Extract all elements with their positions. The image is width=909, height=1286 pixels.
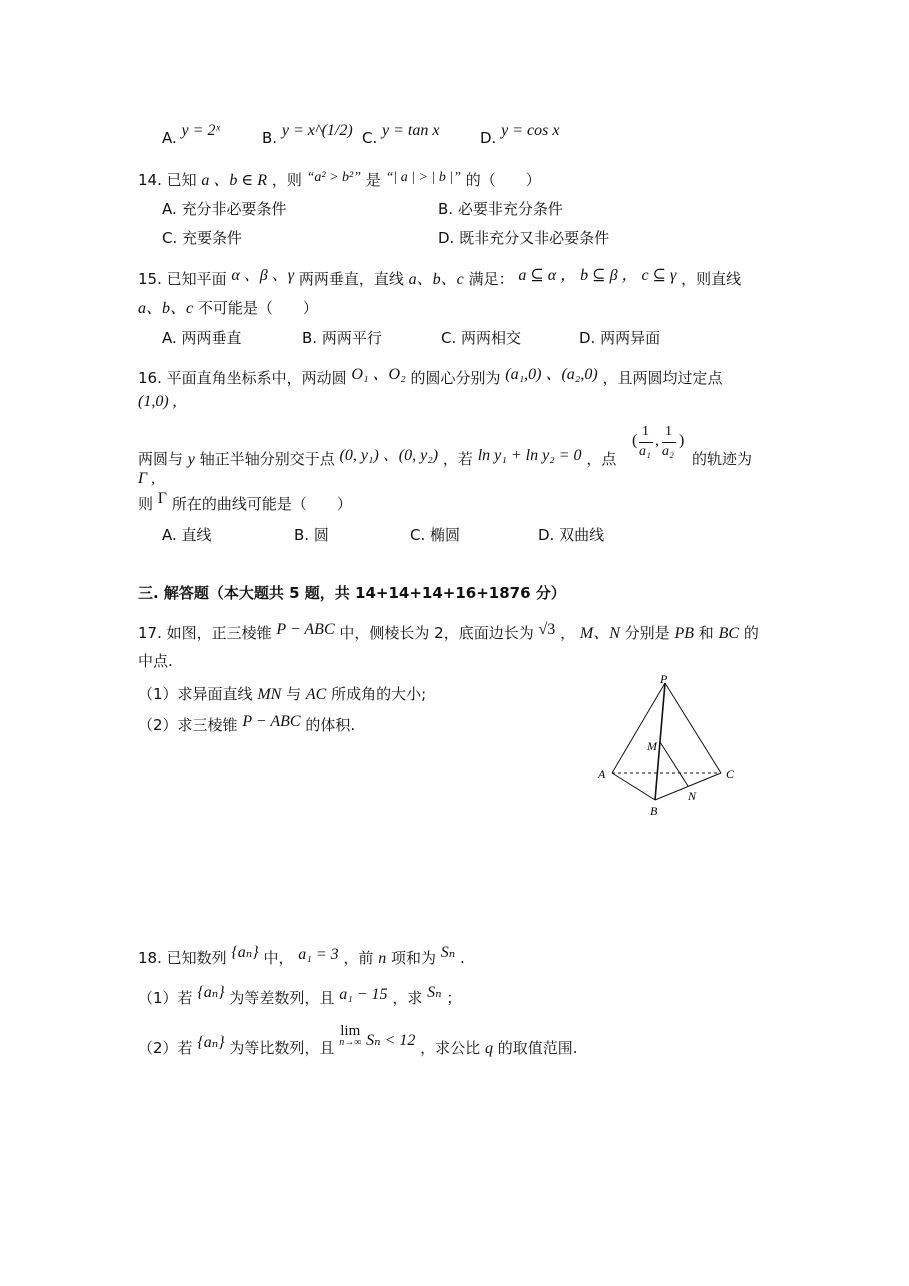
math: ln y₁ + ln y₂ = 0 <box>477 447 582 464</box>
q15-option-c: C. 两两相交 <box>441 329 522 347</box>
math: a、b、c <box>138 300 194 317</box>
math: a、b、c <box>408 271 464 288</box>
section-title: 三. 解答题（本大题共 5 题，共 14+14+14+16+1876 分） <box>138 584 566 602</box>
math: a 、b ∈ R <box>201 172 268 189</box>
math: AC <box>305 686 327 703</box>
label-m: M <box>647 739 657 753</box>
text: ，点 <box>586 450 617 468</box>
text: 所成角的大小; <box>331 685 427 703</box>
math: Γ <box>157 490 168 507</box>
text: 轴正半轴分别交于点 <box>199 450 335 468</box>
q16-stem-line1 <box>138 368 722 389</box>
q17-sub2 <box>138 715 355 736</box>
text: 14. 已知 <box>138 171 197 189</box>
edge-pc <box>665 683 721 773</box>
q16-option-c: C. 椭圆 <box>410 526 461 544</box>
text: 不可能是（ ） <box>197 299 318 317</box>
label-a: A <box>598 767 606 781</box>
text: 的（ ） <box>465 171 541 189</box>
text: 16. 平面直角坐标系中，两动圆 <box>138 369 347 387</box>
text: 为等差数列，且 <box>229 989 335 1007</box>
math: q <box>484 1040 493 1057</box>
math: {aₙ} <box>231 944 259 961</box>
math: BC <box>718 625 740 642</box>
fraction-bar <box>639 442 653 443</box>
math: √3 <box>538 621 556 638</box>
math: (0, y₁) 、(0, y₂) <box>339 447 439 464</box>
text: 的取值范围. <box>497 1039 578 1057</box>
math: P − ABC <box>276 621 335 638</box>
lim-subscript: n→∞ <box>339 1037 362 1048</box>
q13-option-label: C. <box>362 129 378 147</box>
text: 中，侧棱长为 2，底面边长为 <box>339 624 534 642</box>
math: n <box>378 950 387 967</box>
text: ，前 <box>343 949 374 967</box>
math: {aₙ} <box>197 984 225 1001</box>
q14-stem <box>138 170 541 192</box>
q13-option-label: B. <box>262 129 278 147</box>
text: 的 <box>743 624 759 642</box>
text: 中， <box>263 949 294 967</box>
math: P − ABC <box>242 713 301 730</box>
paren-left: ( <box>632 432 638 449</box>
label-n: N <box>688 789 697 803</box>
q16-stem-line2: (1,0) , <box>138 393 177 410</box>
text: 分别是 <box>624 624 670 642</box>
text: 与 <box>286 685 302 703</box>
q14-option-d: D. 既非充分又非必要条件 <box>438 229 610 247</box>
q16-option-b: B. 圆 <box>294 526 329 544</box>
text: ，若 <box>442 450 473 468</box>
label-b: B <box>650 804 658 818</box>
fraction-bar <box>662 442 676 443</box>
frac-numerator: 1 <box>665 424 672 439</box>
math: PB <box>674 625 695 642</box>
math: (a₁,0) 、(a₂,0) <box>505 366 598 383</box>
q16-option-a: A. 直线 <box>162 526 212 544</box>
q14-option-a: A. 充分非必要条件 <box>162 200 287 218</box>
text: 17. 如图，正三棱锥 <box>138 624 272 642</box>
text: 则 <box>138 495 154 513</box>
math: α 、β 、γ <box>231 267 295 284</box>
q16-option-d: D. 双曲线 <box>538 526 605 544</box>
math: M、N <box>579 625 620 642</box>
comma: , <box>655 432 659 449</box>
limit-expr <box>339 1025 361 1049</box>
q13-option-expr: y = x^(1/2) <box>281 122 353 139</box>
math: {aₙ} <box>197 1034 225 1051</box>
q13-option-expr: y = tan x <box>382 122 440 139</box>
text: 所在的曲线可能是（ ） <box>171 495 352 513</box>
frac-denominator: a₂ <box>662 444 674 459</box>
text: 18. 已知数列 <box>138 949 227 967</box>
label-c: C <box>726 767 735 781</box>
text: 两圆与 <box>138 450 184 468</box>
segment-mn <box>660 742 688 786</box>
text: （2）若 <box>138 1039 193 1057</box>
frac-numerator: 1 <box>642 424 649 439</box>
q13-option-label: A. <box>162 129 177 147</box>
q13-option-expr: y = 2ˣ <box>181 122 220 139</box>
q13-option-a <box>162 122 220 149</box>
q13-option-c <box>362 122 440 149</box>
q17-stem-line1 <box>138 623 759 644</box>
math: a₁ = 3 <box>298 946 339 963</box>
q13-option-d <box>480 122 560 149</box>
frac-denominator: a₁ <box>639 444 651 459</box>
edge-pa <box>612 683 665 773</box>
edge-ab <box>612 773 655 800</box>
q16-fraction-point <box>632 424 692 468</box>
text: 和 <box>698 624 714 642</box>
text: 满足： <box>468 270 514 288</box>
text: 是 <box>365 171 386 189</box>
q15-option-d: D. 两两异面 <box>579 329 661 347</box>
text: ，且两圆均过定点 <box>602 369 723 387</box>
text: ， <box>560 624 576 642</box>
text: 两两垂直，直线 <box>298 270 404 288</box>
paren-right: ) <box>679 432 685 449</box>
q14-option-c: C. 充要条件 <box>162 229 243 247</box>
q16-stem-line3-end: 的轨迹为 <box>692 450 753 468</box>
text: 15. 已知平面 <box>138 270 227 288</box>
lim: lim <box>340 1023 361 1039</box>
q15-option-a: A. 两两垂直 <box>162 329 242 347</box>
q17-stem-line2: 中点. <box>138 652 173 670</box>
q16-gamma: Γ , <box>138 470 156 487</box>
math: Sₙ <box>427 984 442 1001</box>
text: ，则 <box>271 171 307 189</box>
q18-sub2 <box>138 1023 578 1059</box>
text: 项和为 <box>390 949 436 967</box>
math: Sₙ <box>440 944 456 961</box>
q15-option-b: B. 两两平行 <box>302 329 382 347</box>
q13-option-label: D. <box>480 129 497 147</box>
text: . <box>460 949 465 967</box>
text: （1）求异面直线 <box>138 685 253 703</box>
math: “| a | > | b |” <box>385 170 461 185</box>
label-p: P <box>660 672 668 686</box>
math: a ⊆ α ， b ⊆ β ， c ⊆ γ <box>518 267 677 284</box>
text: ，求公比 <box>420 1039 481 1057</box>
pyramid-figure <box>590 670 750 820</box>
math: y <box>187 451 195 468</box>
q16-stem-line5 <box>138 490 352 515</box>
text: （2）求三棱锥 <box>138 716 238 734</box>
q14-option-b: B. 必要非充分条件 <box>438 200 563 218</box>
text: 的圆心分别为 <box>410 369 501 387</box>
q17-sub1 <box>138 684 426 705</box>
text: ； <box>446 989 462 1007</box>
math: “a² > b²” <box>306 170 362 185</box>
text: ，求 <box>392 989 423 1007</box>
text: 的体积. <box>305 716 356 734</box>
text: （1）若 <box>138 989 193 1007</box>
math: a₁ − 15 <box>339 986 388 1003</box>
math: MN <box>257 686 282 703</box>
q15-stem-line1 <box>138 269 741 290</box>
q13-option-expr: y = cos x <box>501 122 560 139</box>
q16-stem-line3 <box>138 449 616 470</box>
q18-sub1 <box>138 984 462 1009</box>
q18-stem <box>138 944 465 969</box>
text: 为等比数列，且 <box>229 1039 335 1057</box>
q13-option-b <box>262 122 353 149</box>
q15-stem-line2 <box>138 298 318 319</box>
text: ，则直线 <box>681 270 742 288</box>
math: O₁ 、O₂ <box>351 366 406 383</box>
math: Sₙ < 12 <box>366 1032 416 1049</box>
